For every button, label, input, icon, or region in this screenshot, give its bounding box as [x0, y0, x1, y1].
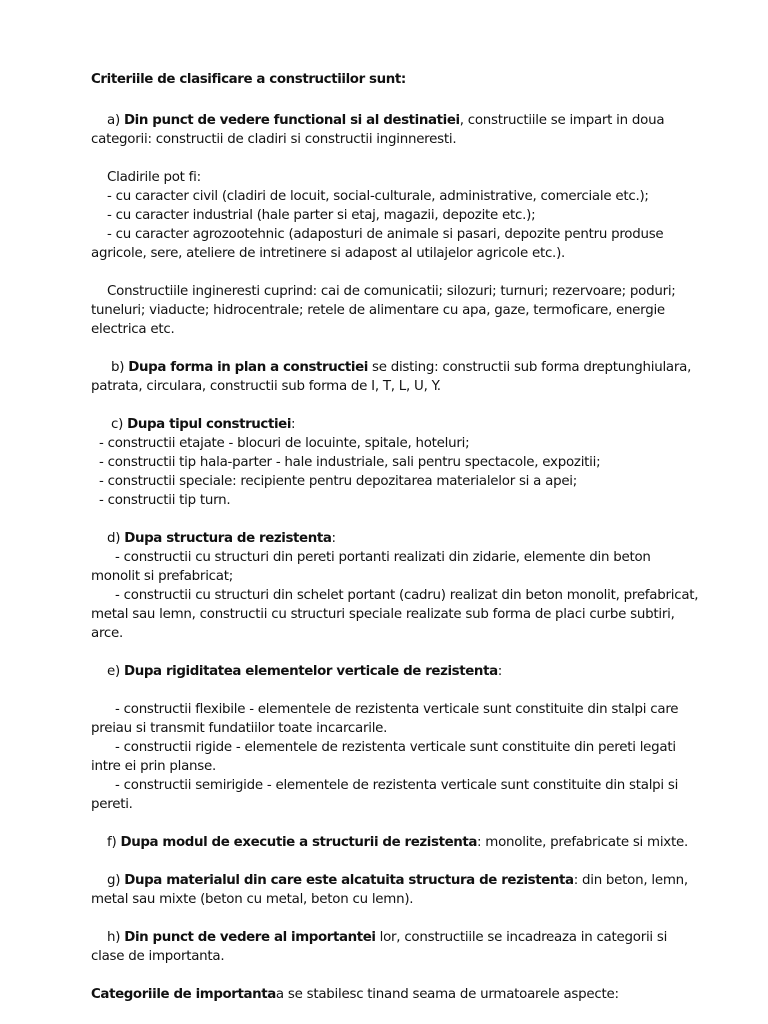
list-item: - cu caracter agrozootehnic (adaposturi de animale si pasari, depozite pentru produse agricole, sere, ateliere de intretinere si adapost al utilajelor agricole etc.).	[91, 227, 668, 261]
criterion-h-prefix: h)	[91, 930, 125, 945]
criterion-h-text: lor, constructiile se incadreaza in categorii si clase de importanta.	[91, 930, 672, 964]
criterion-h	[91, 928, 703, 966]
criterion-d-text: :	[331, 531, 336, 546]
criterion-b-text: se disting: constructii sub forma dreptunghiulara, patrata, circulara, constructii sub forma de I, T, L, U, Y.	[91, 360, 696, 394]
criterion-g	[91, 871, 703, 909]
list-item: - constructii cu structuri din pereti portanti realizati din zidarie, elemente din beton monolit si prefabricat;	[91, 550, 655, 584]
criterion-b	[91, 358, 703, 396]
criterion-a-prefix: a)	[91, 113, 124, 128]
criterion-e-heading: Dupa rigiditatea elementelor verticale de rezistenta	[124, 664, 498, 679]
criterion-c-prefix: c)	[91, 417, 128, 432]
list-item: - cu caracter civil (cladiri de locuit, social-culturale, administrative, comerciale etc.);	[91, 189, 649, 204]
document-title: Criteriile de clasificare a constructiilor sunt:	[91, 72, 406, 87]
list-item: - constructii speciale: recipiente pentru depozitarea materialelor si a apei;	[91, 474, 578, 489]
criterion-d-prefix: d)	[91, 531, 125, 546]
list-item: - constructii tip turn.	[91, 493, 231, 508]
importance-categories-heading: Categoriile de importanta	[91, 987, 276, 1002]
criterion-c	[91, 415, 703, 434]
criterion-a-text: , constructiile se impart in doua categorii: constructii de cladiri si constructii inginneresti.	[91, 113, 669, 147]
document-page	[91, 70, 703, 1004]
criterion-b-heading: Dupa forma in plan a constructiei	[128, 360, 368, 375]
criterion-g-prefix: g)	[91, 873, 125, 888]
criterion-h-heading: Din punct de vedere al importantei	[124, 930, 376, 945]
criterion-g-text: : din beton, lemn, metal sau mixte (beton cu metal, beton cu lemn).	[91, 873, 692, 907]
list-item: - constructii flexibile - elementele de rezistenta verticale sunt constituite din stalpi care preiau si transmit fundatiilor toate incarcarile.	[91, 702, 683, 736]
criterion-e-prefix: e)	[91, 664, 125, 679]
criterion-b-prefix: b)	[91, 360, 129, 375]
importance-categories-text: a se stabilesc tinand seama de urmatoarele aspecte:	[275, 987, 619, 1002]
criterion-f	[91, 833, 703, 852]
importance-categories	[91, 985, 703, 1004]
list-item: - constructii etajate - blocuri de locuinte, spitale, hoteluri;	[91, 436, 470, 451]
criterion-c-text: :	[291, 417, 296, 432]
list-item: - constructii cu structuri din schelet portant (cadru) realizat din beton monolit, prefabricat, metal sau lemn, constructii cu structuri speciale realizate sub forma de placi curbe subtiri, arce.	[91, 588, 703, 641]
list-item: - constructii tip hala-parter - hale industriale, sali pentru spectacole, expozitii;	[91, 455, 601, 470]
criterion-d	[91, 529, 703, 548]
list-item: - constructii rigide - elementele de rezistenta verticale sunt constituite din pereti legati intre ei prin planse.	[91, 740, 680, 774]
criterion-d-heading: Dupa structura de rezistenta	[124, 531, 332, 546]
ingineresti-paragraph: Constructiile ingineresti cuprind: cai de comunicatii; silozuri; turnuri; rezervoare; poduri; tuneluri; viaducte; hidrocentrale; retele de alimentare cu apa, gaze, termoficare, energie electrica etc.	[91, 284, 680, 337]
criterion-a-heading: Din punct de vedere functional si al destinatiei	[123, 113, 460, 128]
criterion-e	[91, 662, 703, 681]
criterion-c-heading: Dupa tipul constructiei	[127, 417, 292, 432]
cladiri-intro: Cladirile pot fi:	[91, 170, 201, 185]
criterion-g-heading: Dupa materialul din care este alcatuita structura de rezistenta	[124, 873, 574, 888]
list-item: - cu caracter industrial (hale parter si etaj, magazii, depozite etc.);	[91, 208, 536, 223]
criterion-f-prefix: f)	[91, 835, 121, 850]
criterion-f-heading: Dupa modul de executie a structurii de rezistenta	[120, 835, 478, 850]
criterion-e-text: :	[497, 664, 502, 679]
list-item: - constructii semirigide - elementele de rezistenta verticale sunt constituite din stalpi si pereti.	[91, 778, 683, 812]
criterion-f-text: : monolite, prefabricate si mixte.	[477, 835, 688, 850]
criterion-a	[91, 111, 703, 149]
